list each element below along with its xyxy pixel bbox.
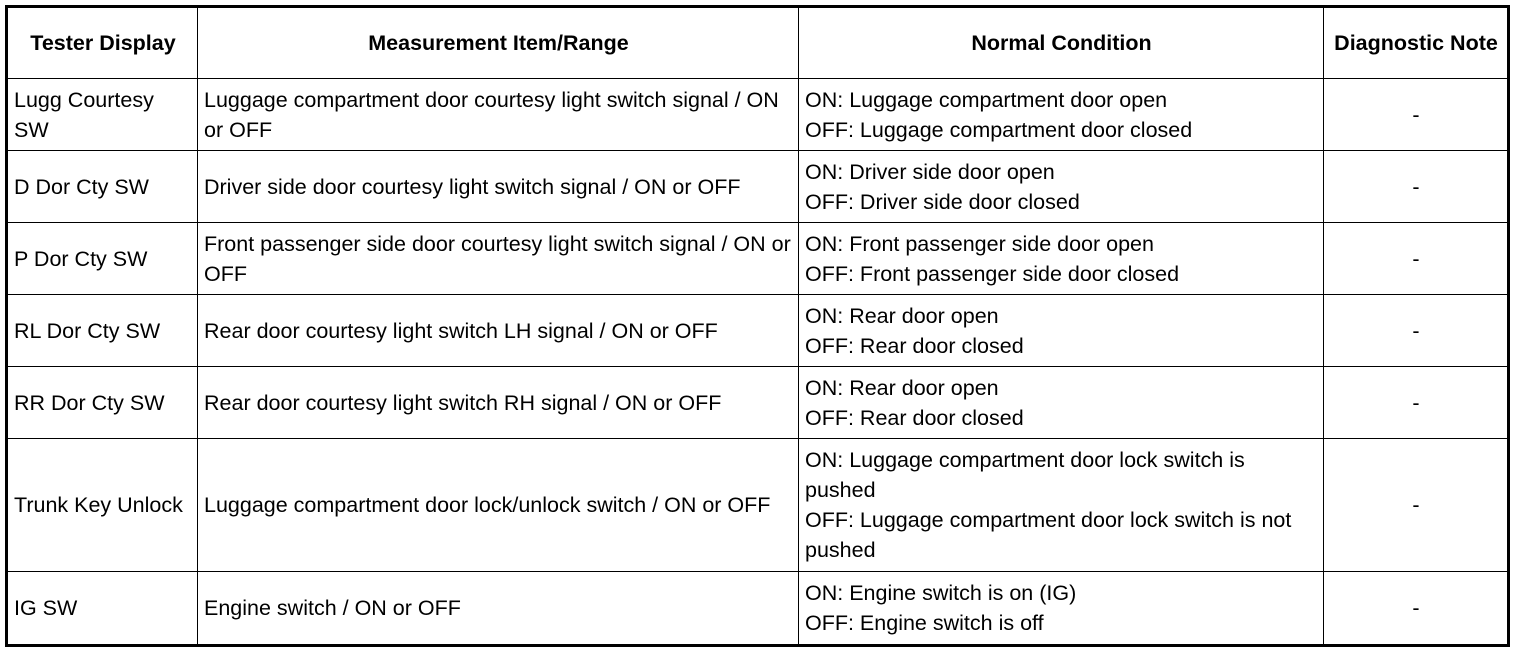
tester-display-cell: RR Dor Cty SW (7, 367, 198, 439)
normal-condition-cell (799, 295, 1324, 367)
tester-display-cell: P Dor Cty SW (7, 223, 198, 295)
table-row (7, 223, 1509, 295)
table-row (7, 572, 1509, 646)
normal-off-text: OFF: Rear door closed (805, 405, 1024, 430)
normal-condition-cell (799, 367, 1324, 439)
normal-condition-cell (799, 151, 1324, 223)
normal-off-text: OFF: Luggage compartment door closed (805, 117, 1193, 142)
normal-on-text: ON: Driver side door open (805, 159, 1055, 184)
diagnostic-note-cell: - (1324, 367, 1509, 439)
data-list-table-wrapper (5, 5, 1507, 647)
measurement-cell: Rear door courtesy light switch RH signal / ON or OFF (198, 367, 799, 439)
normal-on-text: ON: Engine switch is on (IG) (805, 581, 1077, 605)
diagnostic-note-cell: - (1324, 439, 1509, 572)
header-normal-condition: Normal Condition (799, 7, 1324, 79)
table-row (7, 367, 1509, 439)
data-list-table (5, 5, 1510, 647)
normal-off-text: OFF: Luggage compartment door lock switch is not pushed (805, 508, 1292, 562)
tester-display-cell: Lugg Courtesy SW (7, 79, 198, 151)
normal-on-text: ON: Luggage compartment door open (805, 87, 1168, 112)
normal-condition-cell (799, 79, 1324, 151)
measurement-cell: Engine switch / ON or OFF (198, 572, 799, 646)
normal-on-text: ON: Rear door open (805, 303, 999, 328)
table-header-row (7, 7, 1509, 79)
normal-off-text: OFF: Rear door closed (805, 333, 1024, 358)
normal-condition-cell (799, 572, 1324, 646)
tester-display-cell: Trunk Key Unlock (7, 439, 198, 572)
normal-off-text: OFF: Front passenger side door closed (805, 261, 1180, 286)
normal-on-text: ON: Front passenger side door open (805, 231, 1154, 256)
normal-off-text: OFF: Driver side door closed (805, 189, 1080, 214)
diagnostic-note-cell: - (1324, 295, 1509, 367)
header-measurement-item-range: Measurement Item/Range (198, 7, 799, 79)
diagnostic-note-cell: - (1324, 223, 1509, 295)
table-row (7, 295, 1509, 367)
normal-on-text: ON: Rear door open (805, 375, 999, 400)
diagnostic-note-cell: - (1324, 79, 1509, 151)
measurement-cell: Luggage compartment door courtesy light switch signal / ON or OFF (198, 79, 799, 151)
normal-on-text: ON: Luggage compartment door lock switch is pushed (805, 448, 1245, 502)
tester-display-cell: IG SW (7, 572, 198, 646)
measurement-cell: Luggage compartment door lock/unlock switch / ON or OFF (198, 439, 799, 572)
measurement-cell: Rear door courtesy light switch LH signal / ON or OFF (198, 295, 799, 367)
tester-display-cell: D Dor Cty SW (7, 151, 198, 223)
diagnostic-note-cell: - (1324, 572, 1509, 646)
table-row (7, 79, 1509, 151)
diagnostic-note-cell: - (1324, 151, 1509, 223)
normal-off-text: OFF: Engine switch is off (805, 611, 1044, 635)
normal-condition-cell (799, 439, 1324, 572)
normal-condition-cell (799, 223, 1324, 295)
header-tester-display: Tester Display (7, 7, 198, 79)
measurement-cell: Driver side door courtesy light switch signal / ON or OFF (198, 151, 799, 223)
measurement-cell: Front passenger side door courtesy light switch signal / ON or OFF (198, 223, 799, 295)
tester-display-cell: RL Dor Cty SW (7, 295, 198, 367)
table-row (7, 439, 1509, 572)
table-row (7, 151, 1509, 223)
header-diagnostic-note: Diagnostic Note (1324, 7, 1509, 79)
